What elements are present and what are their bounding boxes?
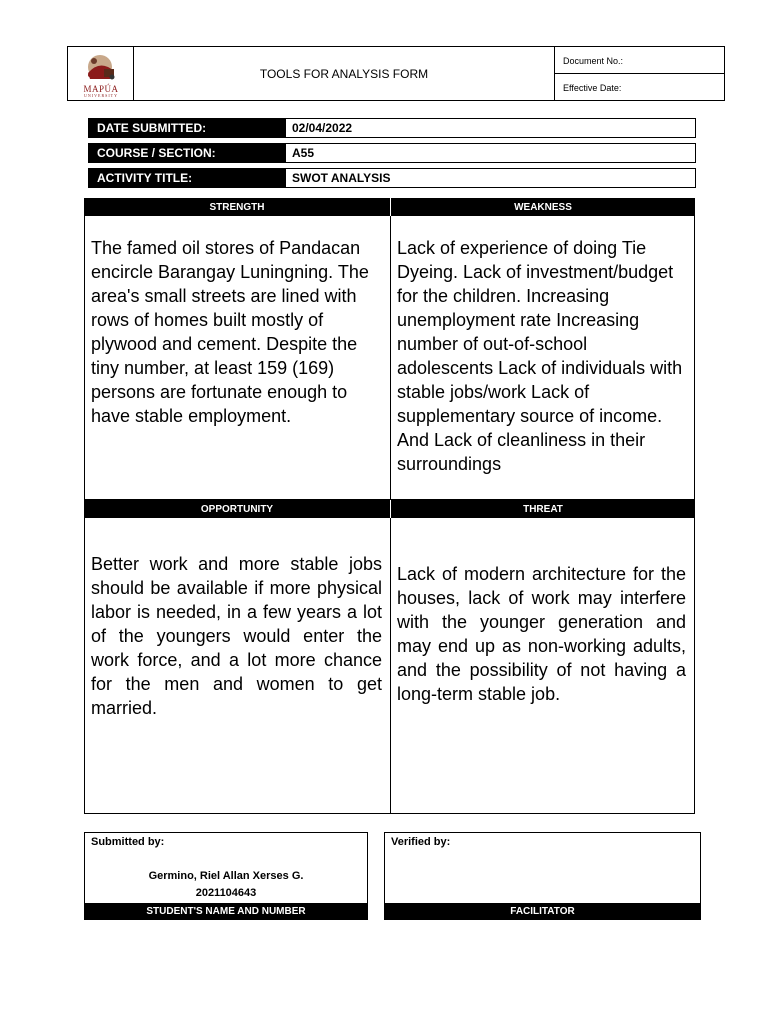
strength-heading: STRENGTH xyxy=(84,198,390,216)
weakness-text: Lack of experience of doing Tie Dyeing. Lack of investment/budget for the children. Increasing unemployment rate Increasing number of out-of-school adolescents Lack of individuals with stable jobs/work Lack of supplementary source of income. And Lack of cleanliness in their surroundings xyxy=(397,238,683,474)
opportunity-text: Better work and more stable jobs should be available if more physical labor is needed, in a few years a lot of the youngers would enter the work force, and a lot more chance for the men and women to get married. xyxy=(91,554,382,718)
student-number: 2021104643 xyxy=(195,887,257,899)
activity-title-value: SWOT ANALYSIS xyxy=(285,169,695,187)
form-title: TOOLS FOR ANALYSIS FORM xyxy=(259,66,429,81)
course-section-value: A55 xyxy=(285,144,695,162)
course-section-label: COURSE / SECTION: xyxy=(89,144,285,162)
verified-box xyxy=(384,832,701,904)
verified-label: Verified by: xyxy=(391,836,451,848)
threat-text: Lack of modern architecture for the houses, lack of work may interfere with the younger generation and may end up as non-working adults, and the possibility of not having a long-term stable job. xyxy=(397,564,686,704)
effective-date-label: Effective Date: xyxy=(554,74,724,100)
university-logo xyxy=(68,47,134,100)
weakness-cell xyxy=(390,216,695,500)
submitted-label: Submitted by: xyxy=(91,836,165,848)
date-submitted-row xyxy=(88,118,696,138)
seal-icon xyxy=(80,51,122,85)
activity-title-label: ACTIVITY TITLE: xyxy=(89,169,285,187)
threat-heading: THREAT xyxy=(390,500,695,518)
strength-cell xyxy=(84,216,391,500)
document-no-label: Document No.: xyxy=(554,47,724,74)
logo-subtext: UNIVERSITY xyxy=(84,93,118,98)
date-submitted-value: 02/04/2022 xyxy=(285,119,695,137)
opportunity-heading: OPPORTUNITY xyxy=(84,500,390,518)
date-submitted-label: DATE SUBMITTED: xyxy=(89,119,285,137)
submitted-box xyxy=(84,832,368,904)
activity-title-row xyxy=(88,168,696,188)
threat-cell xyxy=(390,518,695,814)
opportunity-cell xyxy=(84,518,391,814)
student-name: Germino, Riel Allan Xerses G. xyxy=(148,870,304,882)
course-section-row xyxy=(88,143,696,163)
strength-text: The famed oil stores of Pandacan encircle Barangay Luningning. The area's small streets are lined with rows of homes built mostly of plywood and cement. Despite the tiny number, at least 159 (169) persons are fortunate enough to have stable employment. xyxy=(91,238,369,426)
facilitator-bar: FACILITATOR xyxy=(384,903,701,920)
weakness-heading: WEAKNESS xyxy=(390,198,695,216)
student-name-bar: STUDENT'S NAME AND NUMBER xyxy=(84,903,368,920)
form-header xyxy=(67,46,725,101)
logo-wordmark: MAPÚA xyxy=(83,84,119,94)
